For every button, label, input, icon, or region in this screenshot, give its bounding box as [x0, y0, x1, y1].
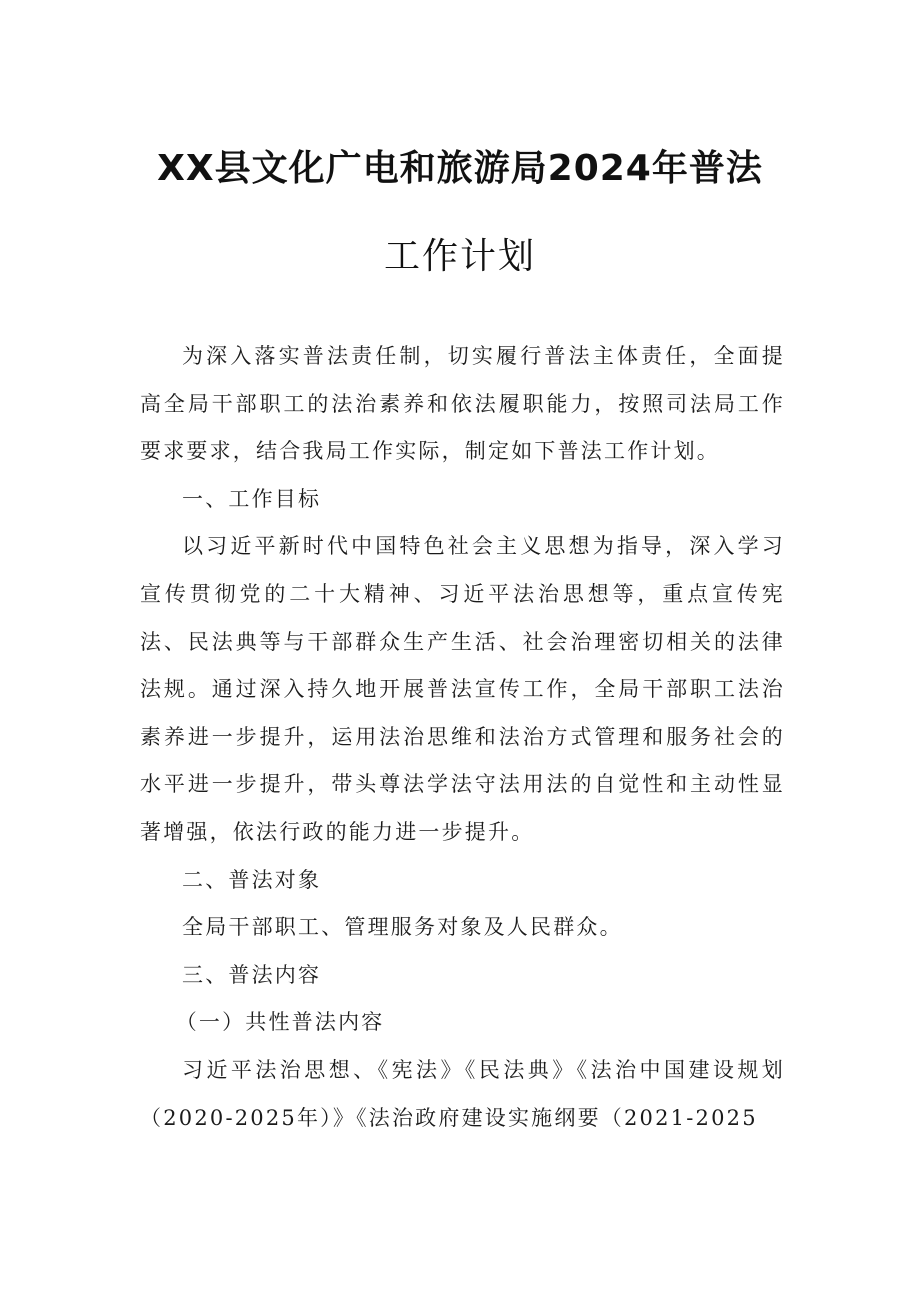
document-body	[140, 333, 785, 1142]
goals-paragraph: 以习近平新时代中国特色社会主义思想为指导，深入学习宣传贯彻党的二十大精神、习近平法治思想等，重点宣传宪法、民法典等与干部群众生产生活、社会治理密切相关的法律法规。通过深入持久地开展普法宣传工作，全局干部职工法治素养进一步提升，运用法治思维和法治方式管理和服务社会的水平进一步提升，带头尊法学法守法用法的自觉性和主动性显著增强，依法行政的能力进一步提升。	[140, 534, 785, 844]
section-heading-audience: 二、普法对象	[182, 867, 322, 892]
subsection-heading-common-content: （一）共性普法内容	[175, 1010, 385, 1035]
section-heading-content: 三、普法内容	[182, 962, 322, 987]
intro-paragraph: 为深入落实普法责任制，切实履行普法主体责任，全面提高全局干部职工的法治素养和依法履职能力，按照司法局工作要求要求，结合我局工作实际，制定如下普法工作计划。	[140, 344, 785, 464]
document-title-line-2: 工作计划	[383, 236, 536, 277]
audience-paragraph: 全局干部职工、管理服务对象及人民群众。	[182, 915, 623, 940]
document-title-line-1: XX县文化广电和旅游局2024年普法	[157, 148, 763, 189]
common-content-paragraph: 习近平法治思想、《宪法》《民法典》《法治中国建设规划（2020-2025年）》《法治政府建设实施纲要（2021-2025	[140, 1057, 785, 1130]
section-heading-goals: 一、工作目标	[182, 486, 322, 511]
